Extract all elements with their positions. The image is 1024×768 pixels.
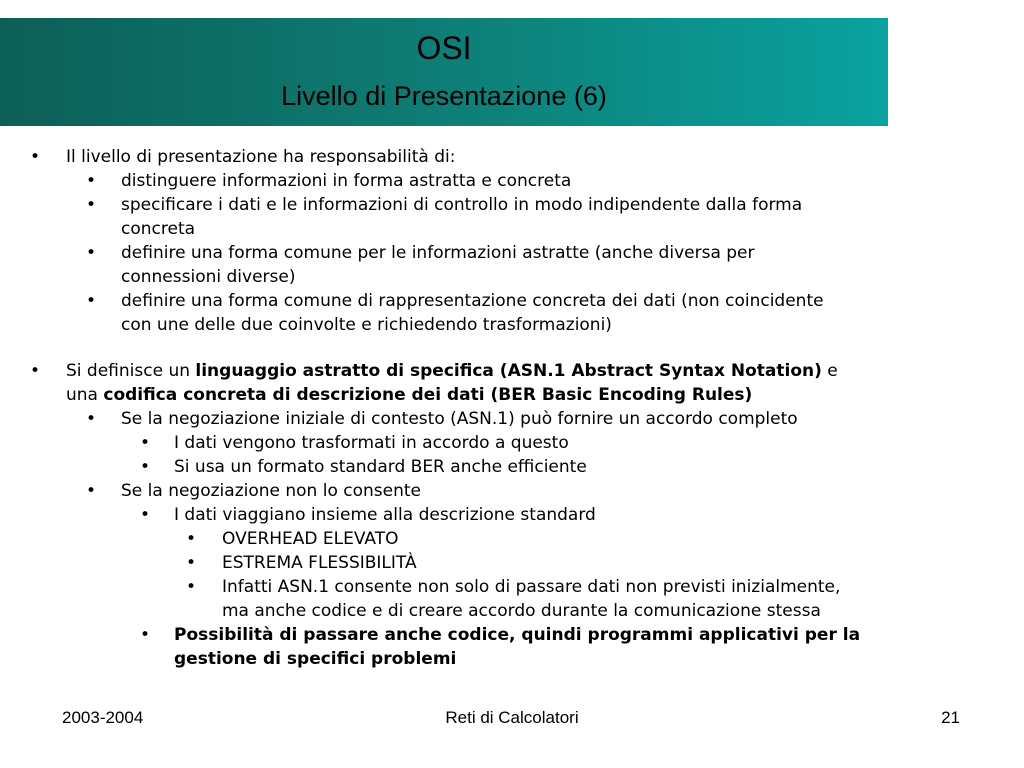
bullet-text: OVERHEAD ELEVATO — [222, 529, 399, 549]
bullet-text: Se la negoziazione iniziale di contesto (ASN.1) può fornire un accordo completo — [121, 409, 798, 429]
bullet-text: definire una forma comune di rappresentazione concreta dei dati (non coincidente — [121, 291, 824, 311]
bullet-text: distinguere informazioni in forma astratta e concreta — [121, 171, 572, 191]
sub-bullet-item — [0, 407, 1024, 431]
sub-bullet-item — [0, 169, 1024, 193]
bullet-text — [66, 359, 838, 383]
level4-bullet-item — [0, 527, 1024, 551]
bullet-continuation — [0, 599, 1024, 623]
sub-bullet-item — [0, 193, 1024, 217]
bullet-text: concreta — [121, 219, 196, 239]
bullet-icon: • — [86, 243, 97, 263]
bullet-continuation — [0, 313, 1024, 337]
sub-bullet-item — [0, 241, 1024, 265]
bullet-icon: • — [86, 291, 97, 311]
bullet-item — [0, 359, 1024, 383]
text-segment: e — [821, 361, 838, 381]
bullet-icon: • — [86, 171, 97, 191]
slide-body — [0, 145, 1024, 671]
bullet-icon: • — [140, 433, 151, 453]
bullet-icon: • — [86, 195, 97, 215]
level4-bullet-item — [0, 551, 1024, 575]
footer-course: Reti di Calcolatori — [445, 708, 579, 727]
bullet-continuation — [0, 383, 1024, 407]
bullet-text: specificare i dati e le informazioni di controllo in modo indipendente dalla forma — [121, 195, 803, 215]
bullet-icon: • — [86, 481, 97, 501]
bullet-text: Possibilità di passare anche codice, quindi programmi applicativi per la — [174, 625, 861, 645]
bullet-text: I dati vengono trasformati in accordo a questo — [174, 433, 569, 453]
text-segment: Si definisce un — [66, 361, 196, 381]
sub-sub-bullet-item — [0, 455, 1024, 479]
sub-bullet-item — [0, 289, 1024, 313]
sub-sub-bullet-item — [0, 503, 1024, 527]
bullet-icon: • — [186, 553, 197, 573]
bullet-text: ma anche codice e di creare accordo durante la comunicazione stessa — [222, 601, 821, 621]
bullet-text: Il livello di presentazione ha responsabilità di: — [66, 147, 456, 167]
bullet-icon: • — [140, 457, 151, 477]
slide-subtitle: Livello di Presentazione (6) — [281, 81, 607, 111]
bullet-continuation — [0, 265, 1024, 289]
bullet-icon: • — [140, 625, 151, 645]
bullet-text: Infatti ASN.1 consente non solo di passare dati non previsti inizialmente, — [222, 577, 841, 597]
footer-date: 2003-2004 — [62, 708, 144, 727]
footer-page-number: 21 — [941, 708, 960, 727]
sub-sub-bullet-item — [0, 623, 1024, 647]
bullet-item — [0, 145, 1024, 169]
bullet-icon: • — [86, 409, 97, 429]
bullet-continuation — [0, 647, 1024, 671]
sub-bullet-item — [0, 479, 1024, 503]
text-segment: una — [66, 385, 104, 405]
bullet-icon: • — [186, 577, 197, 597]
level4-bullet-item — [0, 575, 1024, 599]
bullet-icon: • — [186, 529, 197, 549]
slide-title: OSI — [416, 30, 472, 66]
bullet-text: connessioni diverse) — [121, 267, 296, 287]
bullet-text: Si usa un formato standard BER anche efficiente — [174, 457, 587, 477]
bullet-text — [66, 383, 752, 407]
bold-text: linguaggio astratto di specifica (ASN.1 Abstract Syntax Notation) — [195, 361, 822, 381]
bullet-continuation — [0, 217, 1024, 241]
bold-text: codifica concreta di descrizione dei dati (BER Basic Encoding Rules) — [103, 385, 753, 405]
bullet-text: Se la negoziazione non lo consente — [121, 481, 421, 501]
bullet-text: definire una forma comune per le informazioni astratte (anche diversa per — [121, 243, 755, 263]
bullet-text: gestione di specifici problemi — [174, 649, 457, 669]
sub-sub-bullet-item — [0, 431, 1024, 455]
bullet-text: con une delle due coinvolte e richiedendo trasformazioni) — [121, 315, 612, 335]
bullet-icon: • — [140, 505, 151, 525]
bullet-text: ESTREMA FLESSIBILITÀ — [222, 553, 417, 573]
bullet-icon: • — [30, 361, 41, 381]
bullet-icon: • — [30, 147, 41, 167]
bullet-text: I dati viaggiano insieme alla descrizione standard — [174, 505, 596, 525]
